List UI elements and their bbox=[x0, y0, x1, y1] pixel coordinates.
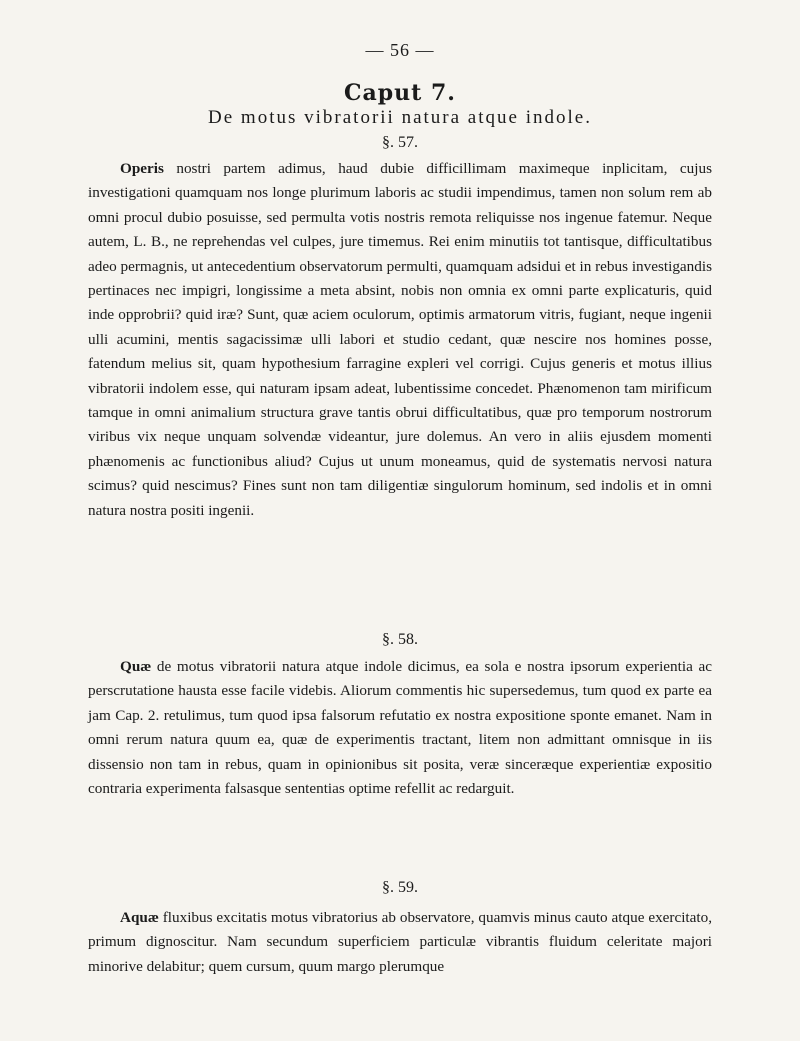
paragraph-59-first-word: Aquæ bbox=[120, 909, 159, 926]
paragraph-57-first-word: Operis bbox=[120, 160, 164, 177]
page-number: — 56 — bbox=[365, 40, 435, 60]
paragraph-57-text: nostri partem adimus, haud dubie difficillimam maximeque inplicitam, cujus investigationi quamquam nos longe plurimum laboris ac studii impendimus, tamen non solum rem ab omni procul dubio posuisse, sed permulta votis nostris remota reliquisse nos ingenue fatemur. Neque autem, L. B., ne reprehendas vel culpes, jure timemus. Rei enim minutiis tot tantisque, difficultatibus adeo permagnis, ut antecedentium observatorum permulti, quamquam adsidui et in rebus investigandis pertinaces nec impigri, longissime a meta absint, nobis non omnia ex omni parte explicaturis, quid inde opprobrii? quid iræ? Sunt, quæ aciem oculorum, optimis armatorum vitris, fugiant, neque ingenii ulli acumini, mentis sagacissimæ ulli labori et studio cedant, quæ nescire nos homines posse, fatendum melius sit, quam hypothesium farragine expleri vel corrigi. Cujus generis et motus illius vibratorii indolem esse, qui naturam ipsam adeat, lubentissime concedet. Phænomenon tam mirificum tamque in omni animalium structura grave tantis obrui difficultatibus, quæ pro temporum nostrorum viribus vix neque unquam solvendæ videantur, jure dolemus. An vero in aliis ejusdem momenti phænomenis ac functionibus aliud? Cujus ut unum moneamus, quid de systematis nervosi natura scimus? quid nescimus? Fines sunt non tam diligentiæ singulorum hominum, sed indolis et in omni natura nostra positi ingenii. bbox=[88, 160, 712, 519]
paragraph-57 bbox=[88, 157, 712, 523]
paragraph-59 bbox=[88, 906, 712, 979]
chapter-title: Caput 7. bbox=[344, 80, 456, 106]
paragraph-58-first-word: Quæ bbox=[120, 658, 152, 675]
section-label-59: §. 59. bbox=[382, 879, 418, 896]
section-label-58: §. 58. bbox=[382, 631, 418, 648]
section-label-57: §. 57. bbox=[382, 134, 418, 151]
paragraph-58-text: de motus vibratorii natura atque indole dicimus, ea sola e nostra ipsorum experientia ac perscrutatione hausta esse facile videbis. Aliorum commentis hic supersedemus, tum quod ex parte ea jam Cap. 2. retulimus, tum quod ipsa falsorum refutatio ex nostra expositione sponte emanet. Nam in omni rerum natura quum ea, quæ de experimentis tractant, litem non admittant omnisque in iis dissensio non tam in rebus, quam in opinionibus sit posita, veræ sinceræque experientiæ expositio contraria experimenta falsasque sententias optime refellit ac redarguit. bbox=[88, 658, 712, 798]
chapter-subtitle: De motus vibratorii natura atque indole. bbox=[208, 107, 592, 128]
paragraph-59-text: fluxibus excitatis motus vibratorius ab observatore, quamvis minus cauto atque exercitato, primum dignoscitur. Nam secundum superficiem particulæ vibrantis fluidum celeritate majori minorive delabitur; quem cursum, quum margo plerumque bbox=[88, 909, 712, 975]
paragraph-58 bbox=[88, 655, 712, 801]
